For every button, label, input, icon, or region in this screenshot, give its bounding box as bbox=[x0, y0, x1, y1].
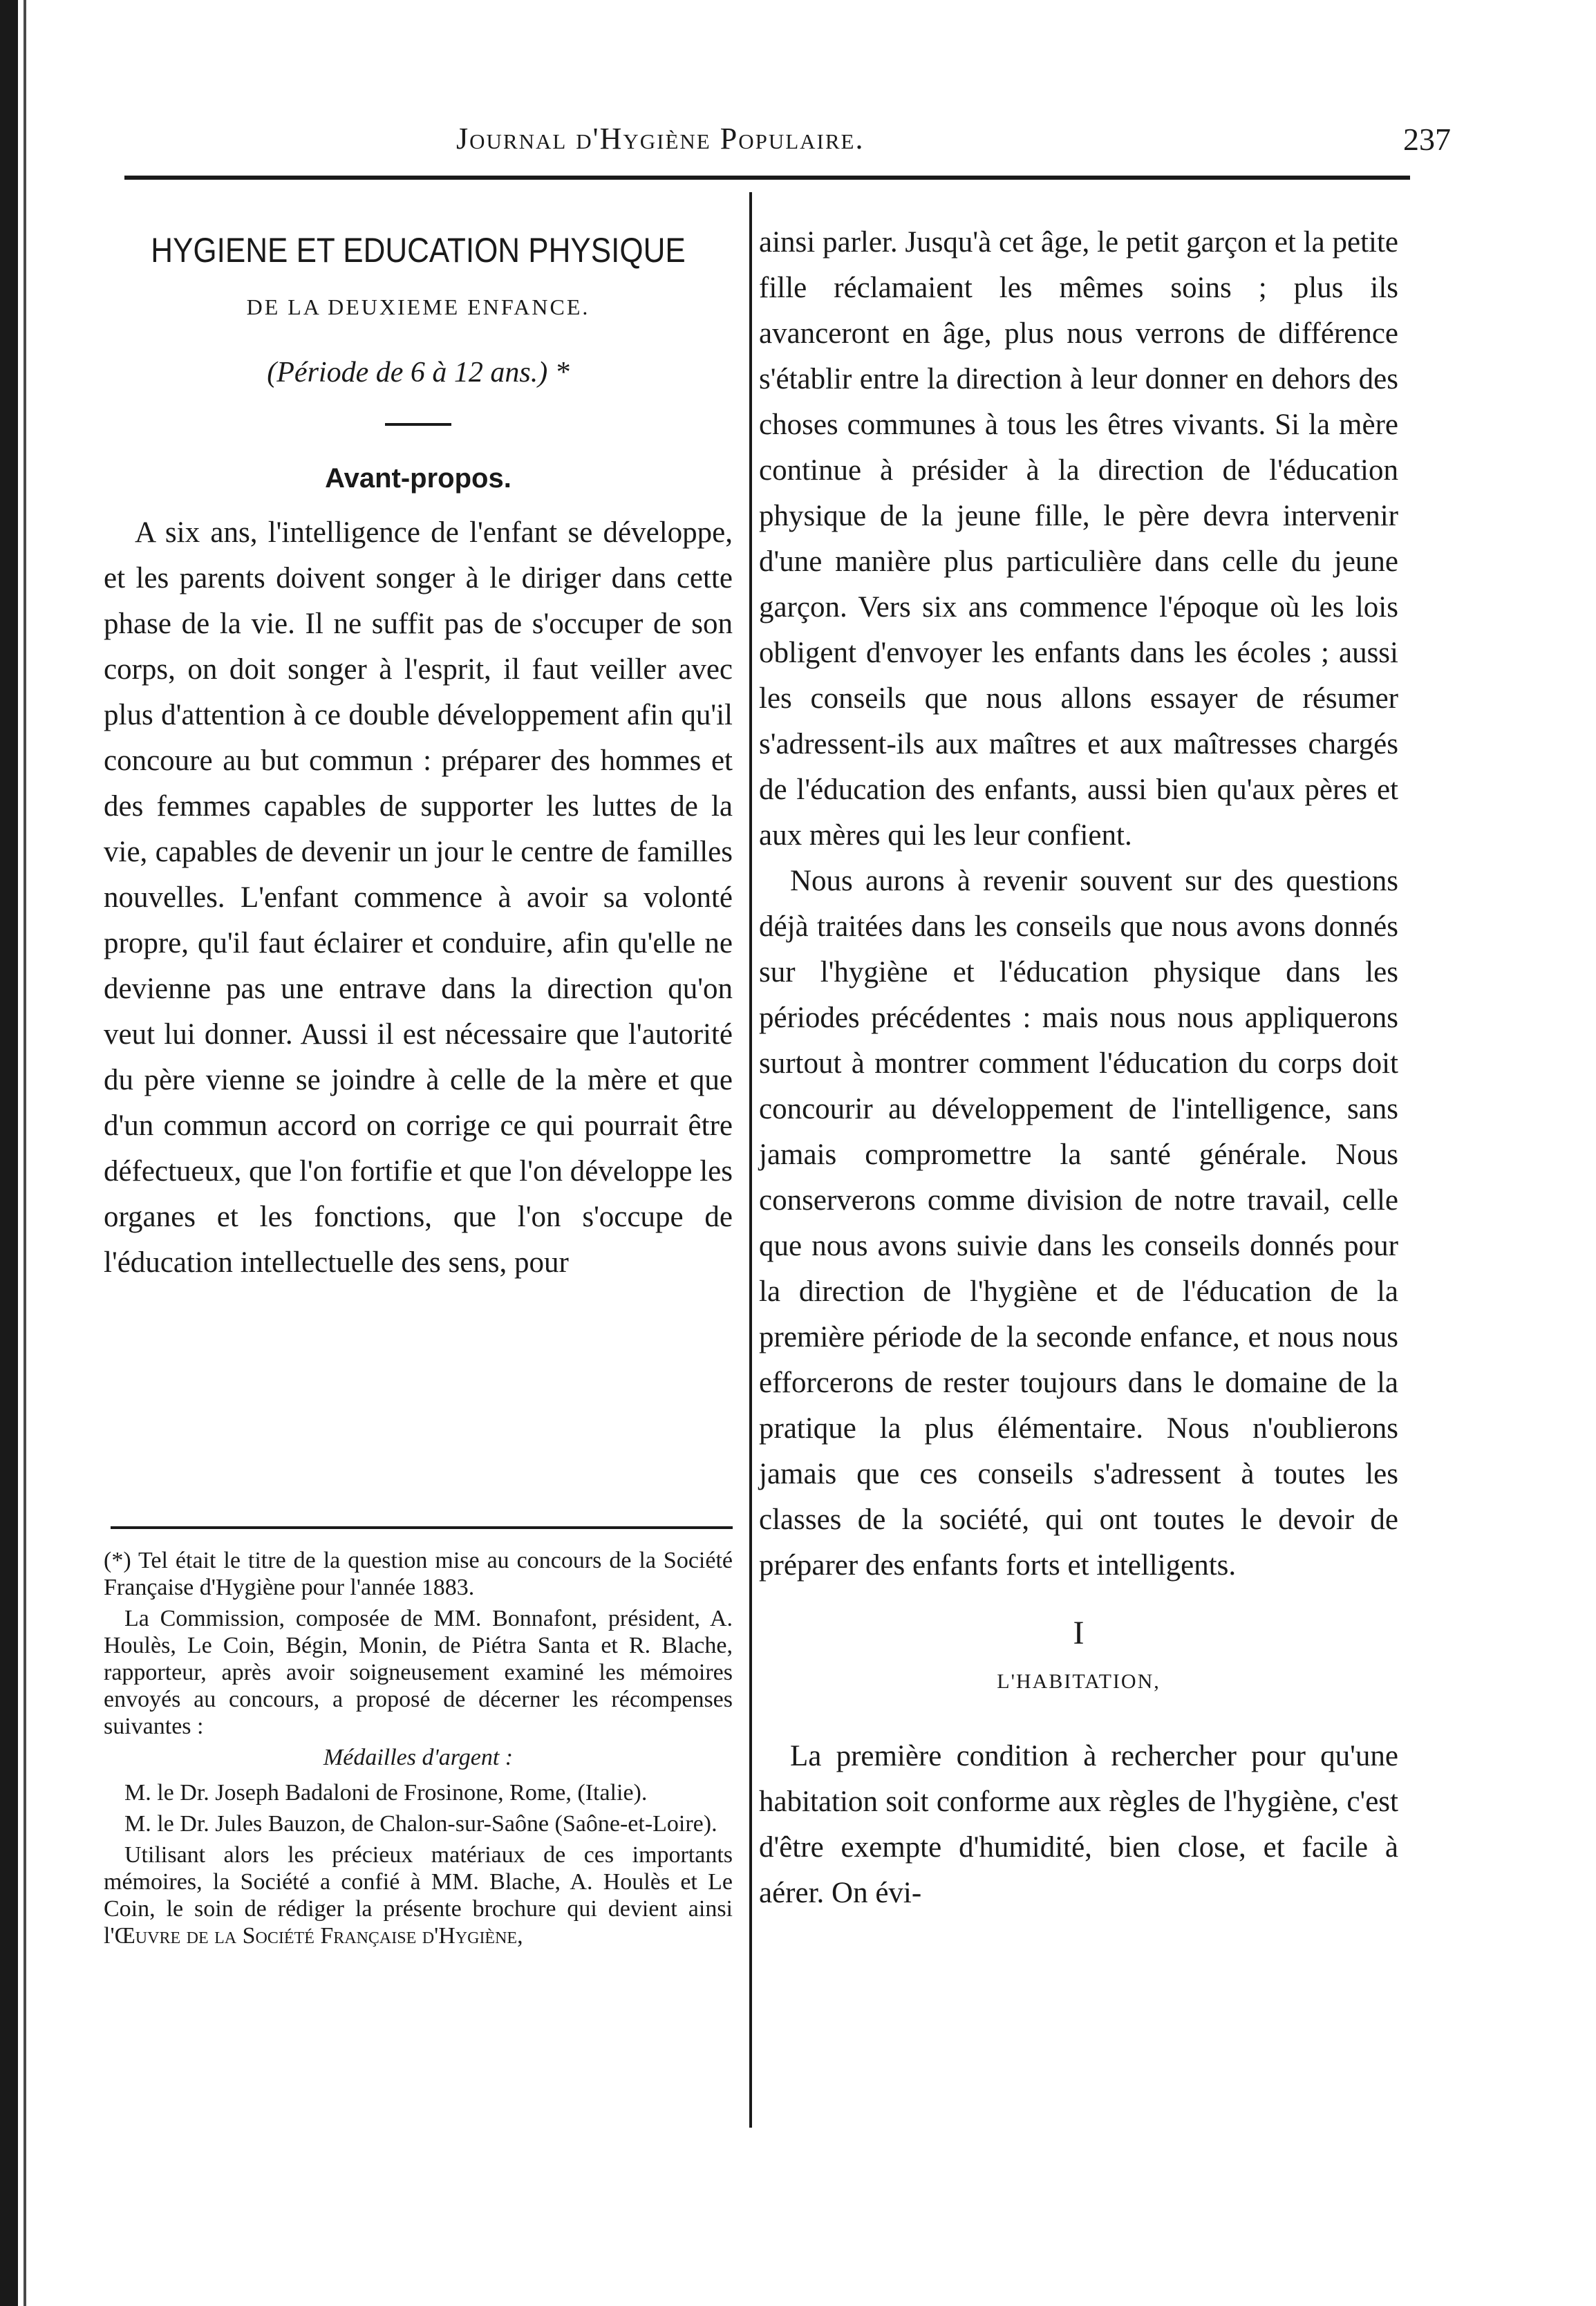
section-numeral: I bbox=[1073, 1615, 1085, 1651]
footnote-paragraph: M. le Dr. Jules Bauzon, de Chalon-sur-Saône (Saône-et-Loire). bbox=[124, 1811, 717, 1837]
footnote-society-name: Œuvre de la Société Française d'Hygiène, bbox=[114, 1923, 523, 1949]
header-rule bbox=[124, 176, 1410, 180]
footnote-paragraph: (*) Tel était le titre de la question mise au concours de la Société Française d'Hygiène pour l'année 1883. bbox=[104, 1548, 733, 1600]
body-paragraph: A six ans, l'intelligence de l'enfant se développe, et les parents doivent songer à le diriger dans cette phase de la vie. Il ne suffit pas de s'occuper de son corps, on doit songer à l'esprit, il faut veiller avec plus d'attention à ce double développement afin qu'il concoure au but commun : préparer des hommes et des femmes capables de supporter les luttes de la vie, capables de devenir un jour le centre de familles nouvelles. L'enfant commence à avoir sa volonté propre, qu'il faut éclairer et conduire, afin qu'elle ne devienne pas une entrave dans la direction qu'on veut lui donner. Aussi il est nécessaire que l'autorité du père vienne se joindre à celle de la mère et que d'un commun accord on corrige ce qui pourrait être défectueux, que l'on fortifie et que l'on développe les organes et les fonctions, que l'on s'occupe de l'éducation intellectuelle des sens, pour bbox=[104, 516, 733, 1279]
section-heading-habitation: L'HABITATION, bbox=[997, 1670, 1161, 1693]
footnote-paragraph bbox=[104, 1841, 733, 1949]
footnote-medals-heading: Médailles d'argent : bbox=[323, 1745, 514, 1770]
page-binding-line bbox=[24, 0, 26, 2306]
left-column bbox=[104, 228, 733, 1286]
page-header bbox=[104, 121, 1451, 169]
footnote-rule bbox=[111, 1526, 733, 1529]
column-divider bbox=[749, 192, 752, 2128]
article-period bbox=[104, 355, 733, 390]
page-binding-edge bbox=[0, 0, 18, 2306]
section-heading-avant-propos: Avant-propos. bbox=[325, 463, 511, 494]
period-text: (Période de 6 à 12 ans.) * bbox=[267, 357, 570, 388]
footnotes bbox=[104, 1547, 733, 1953]
body-paragraph: La première condition à rechercher pour qu'une habitation soit conforme aux règles de l'hygiène, c'est d'être exempte d'humidité, bien close, et facile à aérer. On évi- bbox=[759, 1740, 1398, 1909]
running-title: Journal d'Hygiène Populaire. bbox=[456, 122, 865, 156]
article-subtitle: DE LA DEUXIEME ENFANCE. bbox=[246, 294, 590, 319]
footnote-text: Utilisant alors les précieux matériaux de ces importants mémoires, la Société a confié à MM. Blache, A. Houlès et Le Coin, le soin de rédiger la présente brochure qui devient ainsi l' bbox=[104, 1842, 733, 1949]
footnote-paragraph: La Commission, composée de MM. Bonnafont, président, A. Houlès, Le Coin, Bégin, Monin, de Piétra Santa et R. Blache, rapporteur, après avoir soigneusement examiné les mémoires envoyés au concours, a proposé de décerner les récompenses suivantes : bbox=[104, 1606, 733, 1739]
article-title: HYGIENE ET EDUCATION PHYSIQUE bbox=[151, 231, 686, 270]
body-paragraph: Nous aurons à revenir souvent sur des questions déjà traitées dans les conseils que nous avons donnés sur l'hygiène et l'éducation physique dans les périodes précédentes : mais nous nous appliquerons surtout à montrer comment l'éducation du corps doit concourir au développement de l'intelligence, sans jamais compromettre la santé générale. Nous conserverons comme division de notre travail, celle que nous avons suivie dans les conseils donnés pour la direction de l'hygiène et de l'éducation de la première période de la seconde enfance, et nous nous efforcerons de rester toujours dans le domaine de la pratique la plus élémentaire. Nous n'oublierons jamais que ces conseils s'adressent à toutes les classes de la société, qui ont toutes le devoir de préparer des enfants forts et intelligents. bbox=[759, 865, 1398, 1582]
page-number: 237 bbox=[1403, 122, 1451, 157]
footnote-paragraph: M. le Dr. Joseph Badaloni de Frosinone, Rome, (Italie). bbox=[124, 1780, 648, 1806]
right-column bbox=[759, 220, 1398, 1916]
body-paragraph: ainsi parler. Jusqu'à cet âge, le petit garçon et la petite fille réclamaient les mêmes soins ; plus ils avanceront en âge, plus nous verrons de différence s'établir entre la direction à leur donner en dehors des choses communes à tous les êtres vivants. Si la mère continue à présider à la direction de l'éducation physique de la jeune fille, le père devra intervenir d'une manière plus particulière dans celle du jeune garçon. Vers six ans commence l'époque où les lois obligent d'envoyer les enfants dans les écoles ; aussi les conseils que nous allons essayer de résumer s'adressent-ils aux maîtres et aux maîtresses chargés de l'éducation des enfants, aussi bien qu'aux pères et aux mères qui les leur confient. bbox=[759, 226, 1398, 852]
title-separator bbox=[385, 423, 451, 426]
